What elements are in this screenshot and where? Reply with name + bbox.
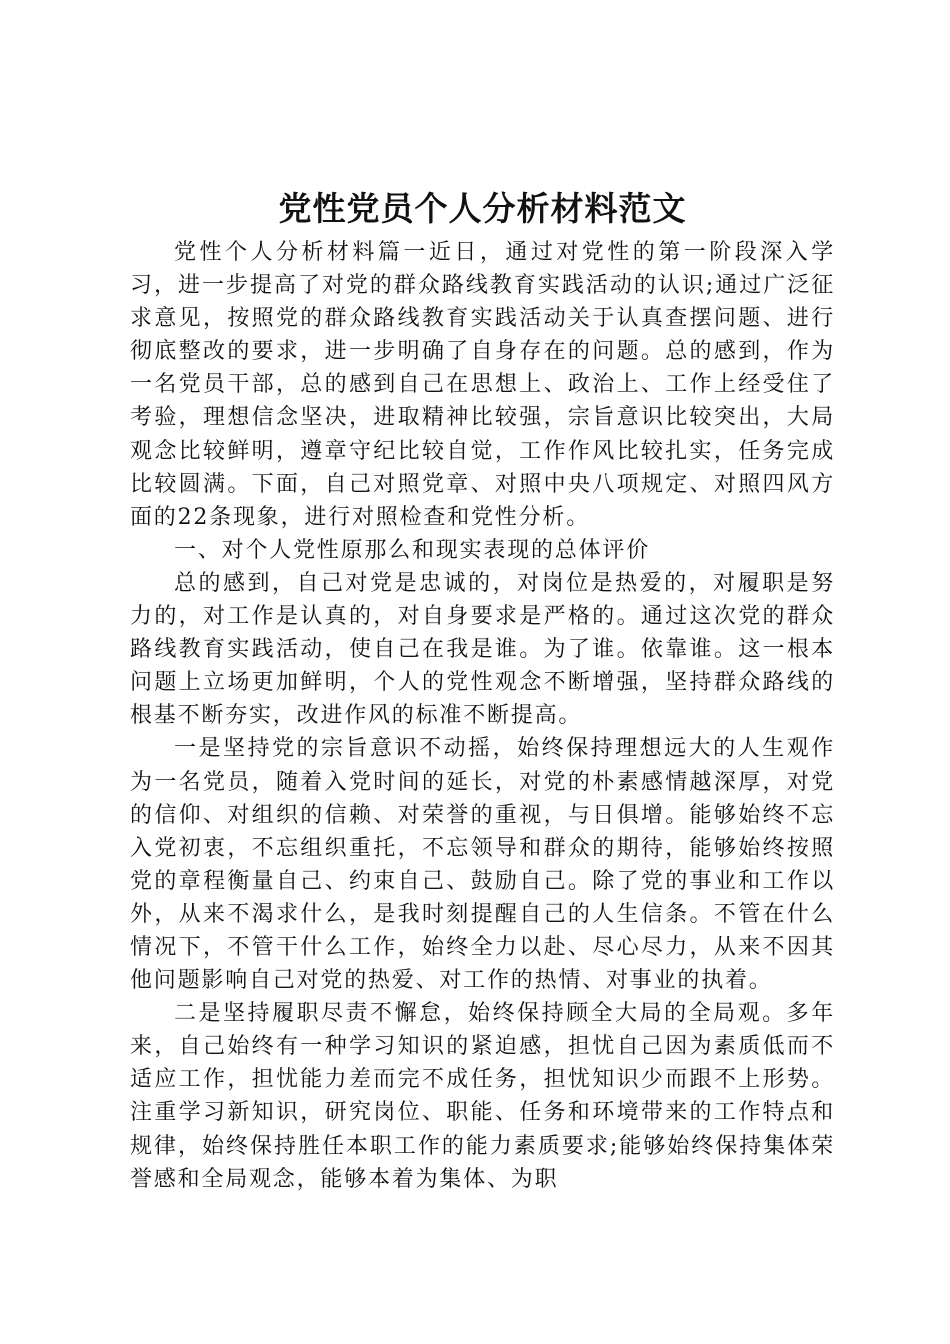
paragraph-intro: 党性个人分析材料篇一近日，通过对党性的第一阶段深入学习，进一步提高了对党的群众路线教育实践活动的认识;通过广泛征求意见，按照党的群众路线教育实践活动关于认真查摆问题、进行彻底整改的要求，进一步明确了自身存在的问题。总的感到，作为一名党员干部，总的感到自己在思想上、政治上、工作上经受住了考验，理想信念坚决，进取精神比较强，宗旨意识比较突出，大局观念比较鲜明，遵章守纪比较自觉，工作作风比较扎实，任务完成比较圆满。下面，自己对照党章、对照中央八项规定、对照四风方面的22条现象，进行对照检查和党性分析。	[130, 240, 835, 530]
paragraph-point-two: 二是坚持履职尽责不懈怠，始终保持顾全大局的全局观。多年来，自己始终有一种学习知识的紧迫感，担忧自己因为素质低而不适应工作，担忧能力差而完不成任务，担忧知识少而跟不上形势。注重学习新知识，研究岗位、职能、任务和环境带来的工作特点和规律，始终保持胜任本职工作的能力素质要求;能够始终保持集体荣誉感和全局观念，能够本着为集体、为职	[130, 1001, 835, 1192]
document-title: 党性党员个人分析材料范文	[278, 189, 687, 228]
paragraph-point-one: 一是坚持党的宗旨意识不动摇，始终保持理想远大的人生观作为一名党员，随着入党时间的延长，对党的朴素感情越深厚，对党的信仰、对组织的信赖、对荣誉的重视，与日俱增。能够始终不忘入党初衷，不忘组织重托，不忘领导和群众的期待，能够始终按照党的章程衡量自己、约束自己、鼓励自己。除了党的事业和工作以外，从来不渴求什么，是我时刻提醒自己的人生信条。不管在什么情况下，不管干什么工作，始终全力以赴、尽心尽力，从来不因其他问题影响自己对党的热爱、对工作的热情、对事业的执着。	[130, 736, 835, 994]
document-body	[130, 188, 835, 1196]
paragraph-overall-assessment: 总的感到，自己对党是忠诚的，对岗位是热爱的，对履职是努力的，对工作是认真的，对自身要求是严格的。通过这次党的群众路线教育实践活动，使自己在我是谁。为了谁。依靠谁。这一根本问题上立场更加鲜明，个人的党性观念不断增强，坚持群众路线的根基不断夯实，改进作风的标准不断提高。	[130, 570, 835, 729]
section-heading: 一、对个人党性原那么和现实表现的总体评价	[174, 537, 651, 563]
